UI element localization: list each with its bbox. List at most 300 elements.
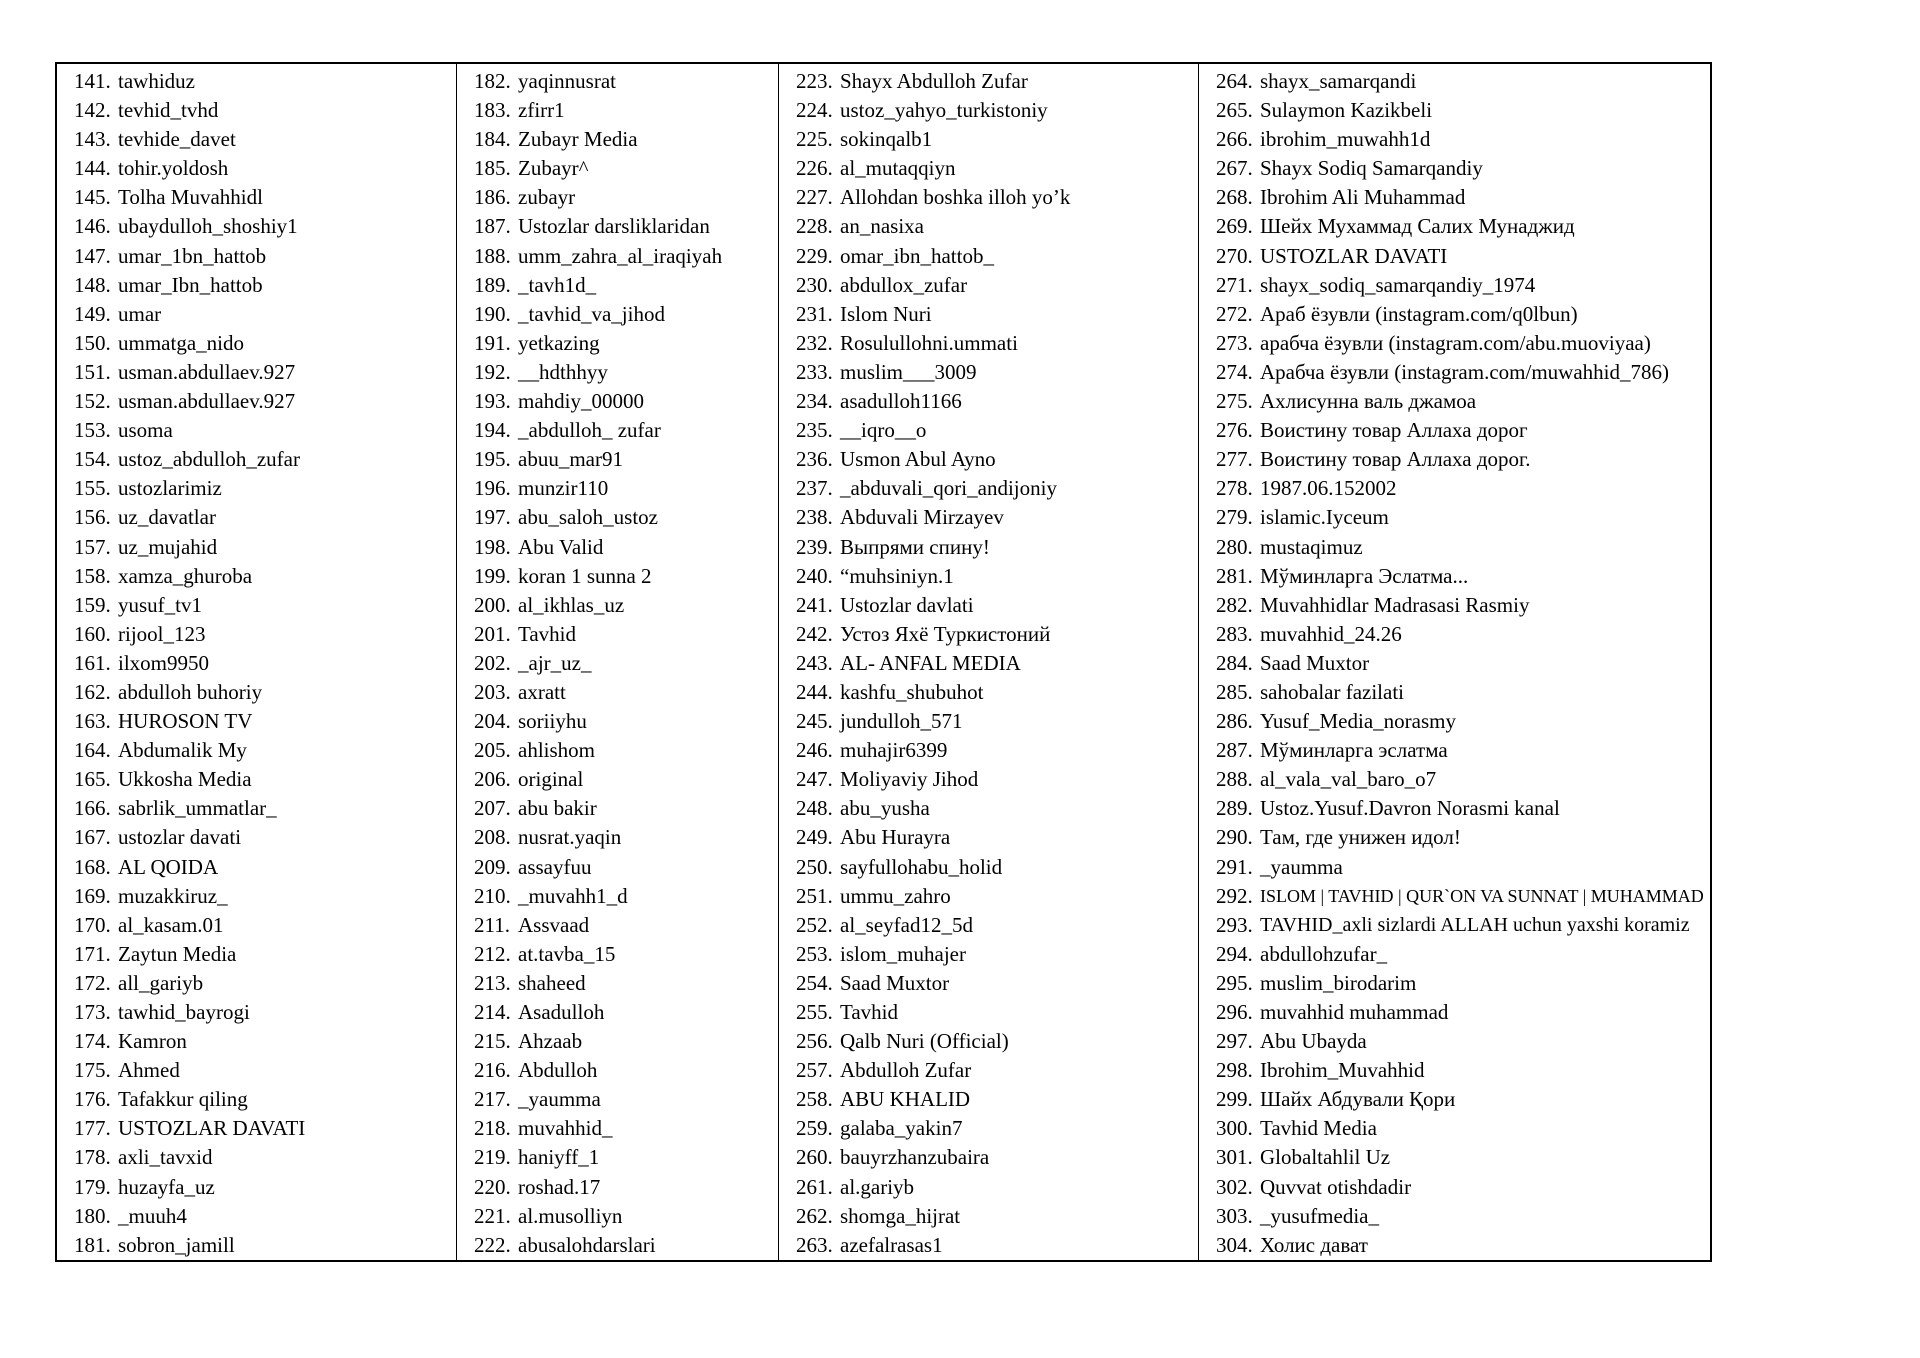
list-item [779, 1202, 1198, 1231]
item-label: bauyrzhanzubaira [840, 1145, 990, 1170]
item-label: usman.abdullaev.927 [118, 359, 296, 384]
list-item [779, 329, 1198, 358]
item-label: __iqro__o [840, 418, 927, 443]
list-item [57, 503, 456, 532]
item-number: 156. [74, 505, 111, 530]
item-number: 167. [74, 825, 111, 850]
item-number: 210. [474, 883, 511, 908]
list-item [779, 620, 1198, 649]
item-number: 198. [474, 534, 511, 559]
item-number: 166. [74, 796, 111, 821]
item-label: Мўминларга эслатма [1260, 738, 1448, 763]
item-number: 219. [474, 1145, 511, 1170]
item-number: 274. [1216, 359, 1253, 384]
item-label: tawhiduz [118, 69, 195, 93]
item-label: Abdumalik My [118, 738, 247, 763]
item-number: 279. [1216, 505, 1253, 530]
item-label: __hdthhyy [518, 359, 608, 384]
item-number: 169. [74, 883, 111, 908]
item-number: 149. [74, 301, 111, 326]
list-item [779, 416, 1198, 445]
item-number: 189. [474, 272, 511, 297]
item-number: 252. [796, 912, 833, 937]
item-number: 250. [796, 854, 833, 879]
list-item [1199, 67, 1710, 96]
list-item [57, 911, 456, 940]
item-number: 258. [796, 1087, 833, 1112]
list-item [57, 125, 456, 154]
item-number: 240. [796, 563, 833, 588]
item-number: 292. [1216, 883, 1253, 908]
item-number: 197. [474, 505, 511, 530]
item-number: 249. [796, 825, 833, 850]
item-number: 199. [474, 563, 511, 588]
item-label: zubayr [518, 185, 576, 210]
item-label: abdullox_zufar [840, 272, 968, 297]
item-number: 160. [74, 621, 111, 646]
item-number: 147. [74, 243, 111, 268]
list-item [779, 183, 1198, 212]
item-label: muhajir6399 [840, 738, 948, 763]
item-label: “muhsiniyn.1 [840, 563, 954, 588]
item-label: sabrlik_ummatlar_ [118, 796, 277, 821]
list-item [57, 329, 456, 358]
item-label: ummatga_nido [118, 330, 244, 355]
list-item [1199, 911, 1710, 940]
list-item [779, 387, 1198, 416]
list-item [779, 300, 1198, 329]
list-item [779, 736, 1198, 765]
list-item [779, 649, 1198, 678]
list-item [457, 591, 778, 620]
item-number: 186. [474, 185, 511, 210]
item-number: 223. [796, 69, 833, 93]
item-label: al.musolliyn [518, 1203, 623, 1228]
list-item [57, 1085, 456, 1114]
item-number: 286. [1216, 709, 1253, 734]
item-number: 301. [1216, 1145, 1253, 1170]
item-label: muvahhid_ [518, 1116, 613, 1141]
item-label: ustoz_abdulloh_zufar [118, 447, 300, 472]
item-number: 285. [1216, 679, 1253, 704]
list-item [57, 678, 456, 707]
item-label: al_seyfad12_5d [840, 912, 973, 937]
item-label: yaqinnusrat [518, 69, 616, 93]
item-label: sobron_jamill [118, 1232, 235, 1257]
item-label: Tavhid [840, 1000, 899, 1024]
item-number: 191. [474, 330, 511, 355]
item-label: Мўминларга Эслатма... [1260, 563, 1469, 588]
list-item [779, 678, 1198, 707]
list-item [57, 794, 456, 823]
item-number: 227. [796, 185, 833, 210]
item-label: Sulaymon Kazikbeli [1260, 98, 1433, 123]
list-item [457, 503, 778, 532]
list-item [1199, 358, 1710, 387]
item-label: abusalohdarslari [518, 1232, 656, 1257]
list-item [1199, 736, 1710, 765]
item-label: ubaydulloh_shoshiy1 [118, 214, 298, 239]
item-label: al_mutaqqiyn [840, 156, 956, 181]
item-number: 298. [1216, 1058, 1253, 1083]
item-label: Abu Ubayda [1260, 1029, 1367, 1054]
item-label: Tavhid [518, 621, 577, 646]
item-label: ISLOM | TAVHID | QUR`ON VA SUNNAT | MUHAMMAD [1260, 885, 1704, 906]
item-label: ibrohim_muwahh1d [1260, 127, 1431, 152]
list-column-3 [779, 64, 1199, 1260]
item-label: AL- ANFAL MEDIA [840, 650, 1021, 675]
item-number: 217. [474, 1087, 511, 1112]
item-label: yetkazing [518, 330, 600, 355]
list-item [457, 853, 778, 882]
item-number: 175. [74, 1058, 111, 1083]
item-number: 237. [796, 476, 833, 501]
list-item [1199, 183, 1710, 212]
list-item [57, 445, 456, 474]
item-number: 158. [74, 563, 111, 588]
list-item [779, 1143, 1198, 1172]
list-item [779, 823, 1198, 852]
item-label: Ibrohim Ali Muhammad [1260, 185, 1466, 210]
item-number: 204. [474, 709, 511, 734]
item-label: Allohdan boshka illoh yo’k [840, 185, 1071, 210]
list-item [457, 416, 778, 445]
item-label: Tavhid Media [1260, 1116, 1377, 1141]
item-label: omar_ibn_hattob_ [840, 243, 994, 268]
item-number: 195. [474, 447, 511, 472]
list-column-4 [1199, 64, 1710, 1260]
item-number: 282. [1216, 592, 1253, 617]
item-number: 228. [796, 214, 833, 239]
item-label: abdulloh buhoriy [118, 679, 263, 704]
item-label: Saad Muxtor [840, 970, 950, 995]
item-number: 185. [474, 156, 511, 181]
list-item [57, 387, 456, 416]
item-label: Assvaad [518, 912, 590, 937]
item-number: 187. [474, 214, 511, 239]
list-item [457, 1085, 778, 1114]
item-number: 159. [74, 592, 111, 617]
list-item [57, 1143, 456, 1172]
item-label: islom_muhajer [840, 941, 966, 966]
item-label: azefalrasas1 [840, 1232, 943, 1257]
item-label: HUROSON TV [118, 709, 253, 734]
item-label: ABU KHALID [840, 1087, 971, 1112]
list-item [1199, 445, 1710, 474]
list-item [57, 1231, 456, 1260]
item-label: al_vala_val_baro_o7 [1260, 767, 1437, 792]
item-label: USTOZLAR DAVATI [118, 1116, 306, 1141]
item-number: 212. [474, 941, 511, 966]
item-label: munzir110 [518, 476, 609, 501]
item-label: _yusufmedia_ [1260, 1203, 1379, 1228]
list-item [779, 271, 1198, 300]
item-label: axratt [518, 679, 566, 704]
item-label: Globaltahlil Uz [1260, 1145, 1391, 1170]
numbered-list-table [55, 62, 1712, 1262]
item-number: 257. [796, 1058, 833, 1083]
item-number: 201. [474, 621, 511, 646]
list-item [57, 1056, 456, 1085]
item-label: Yusuf_Media_norasmy [1260, 709, 1456, 734]
item-number: 248. [796, 796, 833, 821]
item-number: 268. [1216, 185, 1253, 210]
item-label: usman.abdullaev.927 [118, 389, 296, 414]
item-number: 226. [796, 156, 833, 181]
list-column-2 [457, 64, 779, 1260]
list-item [779, 591, 1198, 620]
item-label: Шейх Мухаммад Салих Мунаджид [1260, 214, 1575, 239]
list-item [1199, 212, 1710, 241]
item-label: rijool_123 [118, 621, 206, 646]
item-label: xamza_ghuroba [118, 563, 253, 588]
list-item [457, 969, 778, 998]
item-number: 295. [1216, 970, 1253, 995]
list-item [57, 940, 456, 969]
item-label: Воистину товар Аллаха дорог. [1260, 447, 1531, 472]
list-item [57, 707, 456, 736]
item-label: Abdulloh [518, 1058, 598, 1083]
item-number: 177. [74, 1116, 111, 1141]
list-item [457, 707, 778, 736]
list-item [779, 154, 1198, 183]
item-label: galaba_yakin7 [840, 1116, 963, 1141]
item-number: 273. [1216, 330, 1253, 355]
item-label: jundulloh_571 [840, 709, 963, 734]
item-label: umm_zahra_al_iraqiyah [518, 243, 723, 268]
item-number: 178. [74, 1145, 111, 1170]
item-number: 164. [74, 738, 111, 763]
list-item [457, 678, 778, 707]
item-label: abuu_mar91 [518, 447, 623, 472]
list-item [457, 765, 778, 794]
list-item [457, 940, 778, 969]
list-item [779, 1114, 1198, 1143]
item-label: kashfu_shubuhot [840, 679, 984, 704]
item-number: 303. [1216, 1203, 1253, 1228]
item-label: tohir.yoldosh [118, 156, 229, 181]
item-label: Воистину товар Аллаха дорог [1260, 418, 1528, 443]
item-number: 196. [474, 476, 511, 501]
item-number: 297. [1216, 1029, 1253, 1054]
item-label: _tavh1d_ [518, 272, 597, 297]
item-number: 253. [796, 941, 833, 966]
item-label: Rosulullohni.ummati [840, 330, 1018, 355]
list-item [1199, 794, 1710, 823]
item-label: Muvahhidlar Madrasasi Rasmiy [1260, 592, 1530, 617]
list-item [457, 1231, 778, 1260]
list-item [57, 736, 456, 765]
list-item [457, 212, 778, 241]
list-item [457, 649, 778, 678]
item-number: 144. [74, 156, 111, 181]
item-number: 183. [474, 98, 511, 123]
item-number: 168. [74, 854, 111, 879]
item-number: 242. [796, 621, 833, 646]
list-item [57, 154, 456, 183]
item-number: 290. [1216, 825, 1253, 850]
item-number: 215. [474, 1029, 511, 1054]
item-number: 150. [74, 330, 111, 355]
item-number: 276. [1216, 418, 1253, 443]
item-number: 214. [474, 1000, 511, 1024]
item-label: sayfullohabu_holid [840, 854, 1003, 879]
list-item [457, 125, 778, 154]
list-item [779, 707, 1198, 736]
item-label: muvahhid_24.26 [1260, 621, 1402, 646]
item-number: 184. [474, 127, 511, 152]
list-item [1199, 823, 1710, 852]
item-number: 266. [1216, 127, 1253, 152]
list-item [57, 474, 456, 503]
list-item [779, 533, 1198, 562]
item-number: 181. [74, 1232, 111, 1257]
list-item [457, 329, 778, 358]
item-label: islamic.Iyceum [1260, 505, 1389, 530]
item-label: Shayx Abdulloh Zufar [840, 69, 1028, 93]
list-item [779, 998, 1198, 1027]
item-label: at.tavba_15 [518, 941, 616, 966]
item-number: 142. [74, 98, 111, 123]
item-label: _muuh4 [118, 1203, 187, 1228]
item-number: 207. [474, 796, 511, 821]
item-label: Saad Muxtor [1260, 650, 1370, 675]
item-label: abdullohzufar_ [1260, 941, 1388, 966]
list-item [779, 212, 1198, 241]
item-number: 255. [796, 1000, 833, 1024]
item-label: Ahmed [118, 1058, 180, 1083]
list-item [57, 183, 456, 212]
list-item [779, 765, 1198, 794]
list-item [1199, 503, 1710, 532]
list-item [57, 765, 456, 794]
item-number: 224. [796, 98, 833, 123]
item-label: koran 1 sunna 2 [518, 563, 652, 588]
item-number: 170. [74, 912, 111, 937]
list-item [457, 242, 778, 271]
item-label: Qalb Nuri (Official) [840, 1029, 1009, 1054]
item-number: 267. [1216, 156, 1253, 181]
item-number: 153. [74, 418, 111, 443]
item-number: 300. [1216, 1116, 1253, 1141]
item-number: 239. [796, 534, 833, 559]
item-number: 304. [1216, 1232, 1253, 1257]
item-number: 287. [1216, 738, 1253, 763]
list-item [1199, 242, 1710, 271]
item-label: Kamron [118, 1029, 187, 1054]
list-item [457, 998, 778, 1027]
item-number: 154. [74, 447, 111, 472]
list-item [1199, 387, 1710, 416]
list-item [457, 562, 778, 591]
list-item [57, 649, 456, 678]
item-number: 284. [1216, 650, 1253, 675]
item-label: _ajr_uz_ [518, 650, 592, 675]
list-item [457, 387, 778, 416]
item-label: Moliyaviy Jihod [840, 767, 979, 792]
item-number: 272. [1216, 301, 1253, 326]
item-number: 283. [1216, 621, 1253, 646]
list-item [1199, 300, 1710, 329]
list-item [779, 474, 1198, 503]
item-label: Ахлисунна валь джамоа [1260, 389, 1477, 414]
list-item [57, 1114, 456, 1143]
item-label: shaheed [518, 970, 586, 995]
item-label: Zubayr^ [518, 156, 589, 181]
list-item [57, 416, 456, 445]
item-number: 200. [474, 592, 511, 617]
item-number: 163. [74, 709, 111, 734]
list-item [1199, 649, 1710, 678]
list-item [1199, 1173, 1710, 1202]
item-number: 236. [796, 447, 833, 472]
list-item [779, 882, 1198, 911]
item-number: 220. [474, 1174, 511, 1199]
list-item [1199, 533, 1710, 562]
item-number: 171. [74, 941, 111, 966]
item-label: zfirr1 [518, 98, 565, 123]
list-item [779, 940, 1198, 969]
list-item [1199, 1143, 1710, 1172]
item-label: abu_yusha [840, 796, 930, 821]
item-number: 269. [1216, 214, 1253, 239]
item-label: Tafakkur qiling [118, 1087, 248, 1112]
item-number: 155. [74, 476, 111, 501]
item-label: _abduvali_qori_andijoniy [840, 476, 1057, 501]
item-label: muzakkiruz_ [118, 883, 228, 908]
item-label: _abdulloh_ zufar [518, 418, 661, 443]
list-item [457, 1173, 778, 1202]
item-label: _yaumma [1260, 854, 1343, 879]
item-label: al_kasam.01 [118, 912, 224, 937]
item-label: Zubayr Media [518, 127, 638, 152]
list-item [457, 474, 778, 503]
item-number: 259. [796, 1116, 833, 1141]
list-item [1199, 329, 1710, 358]
item-number: 281. [1216, 563, 1253, 588]
item-label: axli_tavxid [118, 1145, 213, 1170]
list-item [57, 620, 456, 649]
item-label: abu_saloh_ustoz [518, 505, 658, 530]
list-item [779, 125, 1198, 154]
item-label: assayfuu [518, 854, 592, 879]
list-item [779, 67, 1198, 96]
item-label: Abu Valid [518, 534, 604, 559]
list-item [457, 911, 778, 940]
list-item [779, 96, 1198, 125]
item-number: 251. [796, 883, 833, 908]
item-label: Устоз Яхё Туркистоний [840, 621, 1051, 646]
item-number: 182. [474, 69, 511, 93]
list-item [57, 533, 456, 562]
list-item [57, 212, 456, 241]
list-item [779, 445, 1198, 474]
item-label: muslim___3009 [840, 359, 977, 384]
item-number: 291. [1216, 854, 1253, 879]
list-item [57, 1202, 456, 1231]
item-label: Там, где унижен идол! [1260, 825, 1461, 850]
item-number: 271. [1216, 272, 1253, 297]
list-item [57, 1173, 456, 1202]
item-label: _yaumma [518, 1087, 601, 1112]
list-item [1199, 96, 1710, 125]
list-item [1199, 1202, 1710, 1231]
item-number: 260. [796, 1145, 833, 1170]
list-item [457, 1143, 778, 1172]
item-label: AL QOIDA [118, 854, 219, 879]
item-number: 231. [796, 301, 833, 326]
item-label: shayx_samarqandi [1260, 69, 1417, 93]
